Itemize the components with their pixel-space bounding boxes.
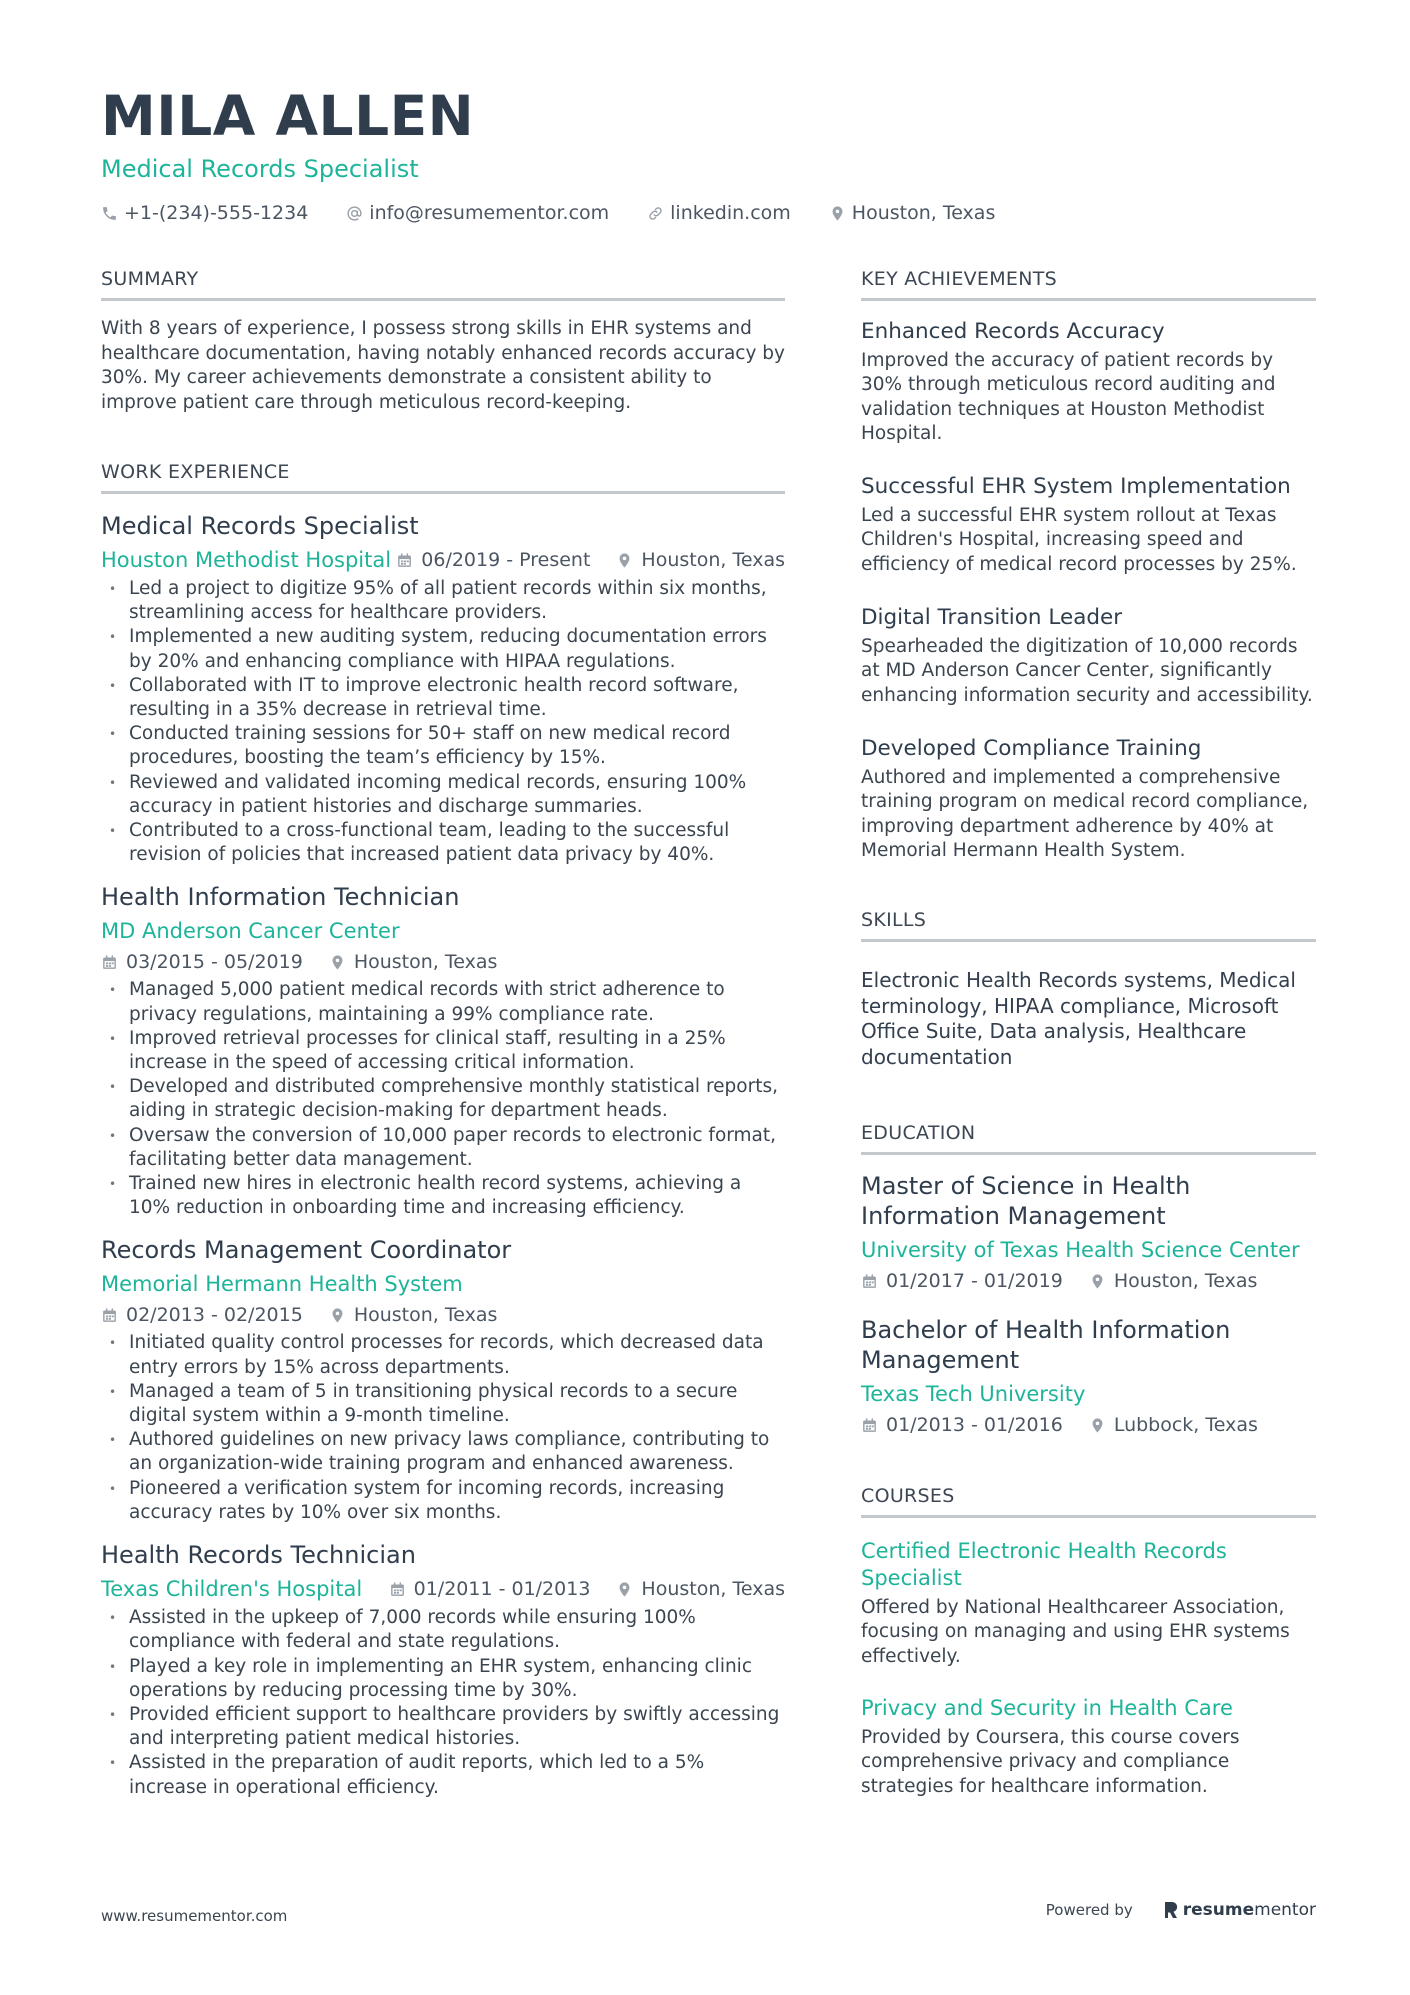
- course-entry: [861, 1538, 1316, 1669]
- course-description: Provided by Coursera, this course covers comprehensive privacy and compliance strategies for healthcare information.: [861, 1727, 1240, 1797]
- school-name: University of Texas Health Science Center: [861, 1238, 1300, 1263]
- degree-title: Master of Science in Health Information Management: [861, 1172, 1191, 1231]
- achievement-entry: [861, 603, 1316, 708]
- footer-website[interactable]: www.resumementor.com: [101, 1907, 288, 1925]
- contact-row: [101, 200, 1321, 226]
- calendar-icon: [396, 552, 413, 569]
- brand-bold: resume: [1182, 1900, 1255, 1920]
- calendar-icon: [861, 1273, 878, 1290]
- job-bullet: • Provided efficient support to healthcare providers by swiftly accessing and interpreting patient medical histories.: [101, 1703, 785, 1751]
- location-text: Houston, Texas: [1113, 1270, 1258, 1293]
- courses-heading: COURSES: [861, 1483, 1316, 1518]
- date-range: [389, 1575, 591, 1603]
- job-entry: [101, 1539, 785, 1800]
- skills-section: [861, 907, 1316, 1070]
- phone-text: +1-(234)-555-1234: [124, 202, 309, 224]
- brand-logo-icon: [1163, 1900, 1179, 1920]
- achievement-description: Spearheaded the digitization of 10,000 records at MD Anderson Cancer Center, significantly enhancing information security and accessibility.: [861, 636, 1313, 706]
- job-bullets: [101, 978, 785, 1220]
- school-name: Texas Tech University: [861, 1382, 1086, 1407]
- date-range: [861, 1411, 1063, 1439]
- achievements-heading: KEY ACHIEVEMENTS: [861, 266, 1316, 301]
- location-text: Houston, Texas: [353, 1304, 498, 1327]
- location-pin-icon: [329, 1307, 346, 1324]
- candidate-name: MILA ALLEN: [101, 84, 475, 148]
- job-meta-row: [101, 948, 785, 976]
- job-bullet: • Pioneered a verification system for incoming records, increasing accuracy rates by 10% over six months.: [101, 1477, 785, 1525]
- summary-heading: SUMMARY: [101, 266, 785, 301]
- job-bullet: • Assisted in the upkeep of 7,000 records while ensuring 100% compliance with federal and state regulations.: [101, 1606, 785, 1654]
- at-icon: [346, 205, 363, 222]
- location: [329, 1301, 498, 1329]
- achievement-list: [861, 317, 1316, 863]
- location: [329, 948, 498, 976]
- achievement-title: Successful EHR System Implementation: [861, 474, 1291, 500]
- course-description: Offered by National Healthcareer Association, focusing on managing and using EHR systems effectively.: [861, 1597, 1290, 1667]
- job-meta-row: [101, 1574, 785, 1604]
- job-bullet: • Played a key role in implementing an EHR system, enhancing clinic operations by reducing processing time by 30%.: [101, 1655, 785, 1703]
- job-bullet: • Oversaw the conversion of 10,000 paper records to electronic format, facilitating better data management.: [101, 1124, 785, 1172]
- right-column: [861, 266, 1316, 1799]
- achievement-entry: [861, 734, 1316, 863]
- education-list: [861, 1171, 1316, 1439]
- job-bullets: [101, 1331, 785, 1525]
- course-list: [861, 1538, 1316, 1799]
- date-text: 06/2019 - Present: [421, 549, 591, 571]
- job-entry: [101, 510, 785, 867]
- achievement-title: Developed Compliance Training: [861, 735, 1202, 761]
- courses-section: [861, 1483, 1316, 1799]
- date-range: [101, 948, 303, 976]
- brand-light: mentor: [1254, 1900, 1316, 1920]
- skills-heading: SKILLS: [861, 907, 1316, 942]
- left-column: [101, 266, 785, 1800]
- achievements-section: [861, 266, 1316, 863]
- location-pin-icon: [616, 552, 633, 569]
- dates-location: [101, 948, 497, 976]
- job-entry: [101, 1234, 785, 1525]
- work-heading: WORK EXPERIENCE: [101, 459, 785, 494]
- job-bullets: [101, 577, 785, 867]
- location-text: Houston, Texas: [851, 202, 996, 224]
- location-pin-icon: [616, 1581, 633, 1598]
- job-list: [101, 510, 785, 1800]
- education-heading: EDUCATION: [861, 1120, 1316, 1155]
- date-text: 01/2011 - 01/2013: [413, 1578, 591, 1601]
- job-bullet: • Managed a team of 5 in transitioning physical records to a secure digital system within a 9-month timeline.: [101, 1380, 785, 1428]
- work-section: [101, 459, 785, 1800]
- calendar-icon: [101, 1307, 118, 1324]
- company-name: Memorial Hermann Health System: [101, 1272, 463, 1297]
- job-bullet: • Reviewed and validated incoming medical records, ensuring 100% accuracy in patient histories and discharge summaries.: [101, 771, 785, 819]
- achievement-title: Digital Transition Leader: [861, 605, 1123, 631]
- job-bullet: • Implemented a new auditing system, reducing documentation errors by 20% and enhancing compliance with HIPAA regulations.: [101, 625, 785, 673]
- contact-linkedin[interactable]: [637, 200, 791, 226]
- powered-by-label: Powered by: [1045, 1901, 1133, 1919]
- job-bullet: • Led a project to digitize 95% of all patient records within six months, streamlining access for healthcare providers.: [101, 577, 785, 625]
- course-title: Certified Electronic Health Records Specialist: [861, 1539, 1227, 1591]
- link-icon: [647, 205, 664, 222]
- calendar-icon: [861, 1417, 878, 1434]
- job-bullet: • Managed 5,000 patient medical records with strict adherence to privacy regulations, maintaining a 99% compliance rate.: [101, 978, 785, 1026]
- company-name: MD Anderson Cancer Center: [101, 919, 400, 944]
- contact-email[interactable]: [336, 200, 609, 226]
- achievement-description: Led a successful EHR system rollout at Texas Children's Hospital, increasing speed and efficiency of medical record processes by 25%.: [861, 505, 1297, 575]
- job-entry: [101, 881, 785, 1220]
- location: [1089, 1411, 1258, 1439]
- date-text: 02/2013 - 02/2015: [126, 1304, 303, 1327]
- achievement-entry: [861, 472, 1316, 577]
- location: [1089, 1267, 1258, 1295]
- job-bullet: • Assisted in the preparation of audit reports, which led to a 5% increase in operational efficiency.: [101, 1751, 785, 1799]
- job-meta-row: [101, 1301, 785, 1329]
- date-range: [396, 546, 590, 574]
- brand-logo[interactable]: [1163, 1900, 1316, 1920]
- course-entry: [861, 1695, 1316, 1799]
- summary-text: With 8 years of experience, I possess strong skills in EHR systems and healthcare documentation, having notably enhanced records accuracy by 30%. My career achievements demonstrate a consistent ability to improve patient care through meticulous record-keeping.: [101, 318, 785, 413]
- education-entry: [861, 1315, 1316, 1439]
- job-bullet: • Conducted training sessions for 50+ staff on new medical record procedures, boosting the team’s efficiency by 15%.: [101, 722, 785, 770]
- dates-location: [101, 1301, 497, 1329]
- course-title: Privacy and Security in Health Care: [861, 1696, 1233, 1721]
- date-text: 01/2013 - 01/2016: [886, 1414, 1063, 1437]
- location: [616, 1575, 785, 1603]
- education-meta-row: [861, 1267, 1316, 1295]
- job-bullet: • Contributed to a cross-functional team, leading to the successful revision of policies that increased patient data privacy by 40%.: [101, 819, 785, 867]
- job-bullet: • Developed and distributed comprehensive monthly statistical reports, aiding in strategic decision-making for department heads.: [101, 1075, 785, 1123]
- education-section: [861, 1120, 1316, 1439]
- date-text: 01/2017 - 01/2019: [886, 1270, 1063, 1293]
- degree-title: Bachelor of Health Information Management: [861, 1316, 1231, 1375]
- contact-phone: [91, 200, 308, 226]
- company-name: Houston Methodist Hospital: [101, 548, 392, 572]
- location-text: Houston, Texas: [641, 1578, 785, 1601]
- calendar-icon: [389, 1581, 406, 1598]
- location-pin-icon: [329, 954, 346, 971]
- resume-header: [101, 86, 1321, 226]
- contact-location: [819, 200, 996, 226]
- job-title: Health Information Technician: [101, 883, 460, 912]
- footer-brand: [1046, 1900, 1316, 1920]
- dates-location: [396, 546, 785, 574]
- location-text: Lubbock, Texas: [1113, 1414, 1258, 1437]
- job-bullet: • Initiated quality control processes for records, which decreased data entry errors by 15% across departments.: [101, 1331, 785, 1379]
- linkedin-link[interactable]: linkedin.com: [670, 202, 791, 224]
- phone-icon: [101, 205, 118, 222]
- location-pin-icon: [829, 205, 846, 222]
- dates-location: [389, 1575, 785, 1603]
- job-title: Health Records Technician: [101, 1541, 416, 1570]
- job-meta-row: [101, 545, 785, 575]
- location-pin-icon: [1089, 1273, 1106, 1290]
- company-name: Texas Children's Hospital: [101, 1577, 363, 1602]
- skills-text: Electronic Health Records systems, Medical terminology, HIPAA compliance, Microsoft Office Suite, Data analysis, Healthcare documentation: [861, 968, 1296, 1069]
- job-bullets: [101, 1606, 785, 1800]
- location-pin-icon: [1089, 1417, 1106, 1434]
- dates-location: [861, 1411, 1258, 1439]
- date-text: 03/2015 - 05/2019: [126, 951, 303, 974]
- achievement-description: Improved the accuracy of patient records by 30% through meticulous record auditing and validation techniques at Houston Methodist Hospital.: [861, 350, 1276, 444]
- achievement-description: Authored and implemented a comprehensive training program on medical record compliance, improving department adherence by 40% at Memorial Hermann Health System.: [861, 766, 1309, 861]
- job-title: Medical Records Specialist: [101, 512, 419, 540]
- location-text: Houston, Texas: [641, 549, 785, 571]
- email-link[interactable]: info@resumementor.com: [369, 202, 610, 224]
- job-bullet: • Authored guidelines on new privacy laws compliance, contributing to an organization-wide training program and enhanced awareness.: [101, 1428, 785, 1476]
- summary-section: [101, 266, 785, 415]
- education-meta-row: [861, 1411, 1316, 1439]
- education-entry: [861, 1171, 1316, 1295]
- achievement-title: Enhanced Records Accuracy: [861, 319, 1165, 344]
- job-bullet: • Improved retrieval processes for clinical staff, resulting in a 25% increase in the speed of accessing critical information.: [101, 1027, 785, 1075]
- achievement-entry: [861, 317, 1316, 446]
- candidate-role: Medical Records Specialist: [101, 155, 419, 183]
- job-bullet: • Collaborated with IT to improve electronic health record software, resulting in a 35% decrease in retrieval time.: [101, 674, 785, 722]
- location-text: Houston, Texas: [353, 951, 498, 974]
- date-range: [861, 1267, 1063, 1295]
- job-title: Records Management Coordinator: [101, 1236, 512, 1265]
- job-bullet: • Trained new hires in electronic health record systems, achieving a 10% reduction in onboarding time and increasing efficiency.: [101, 1172, 785, 1220]
- dates-location: [861, 1267, 1257, 1295]
- date-range: [101, 1301, 303, 1329]
- location: [616, 546, 785, 574]
- calendar-icon: [101, 954, 118, 971]
